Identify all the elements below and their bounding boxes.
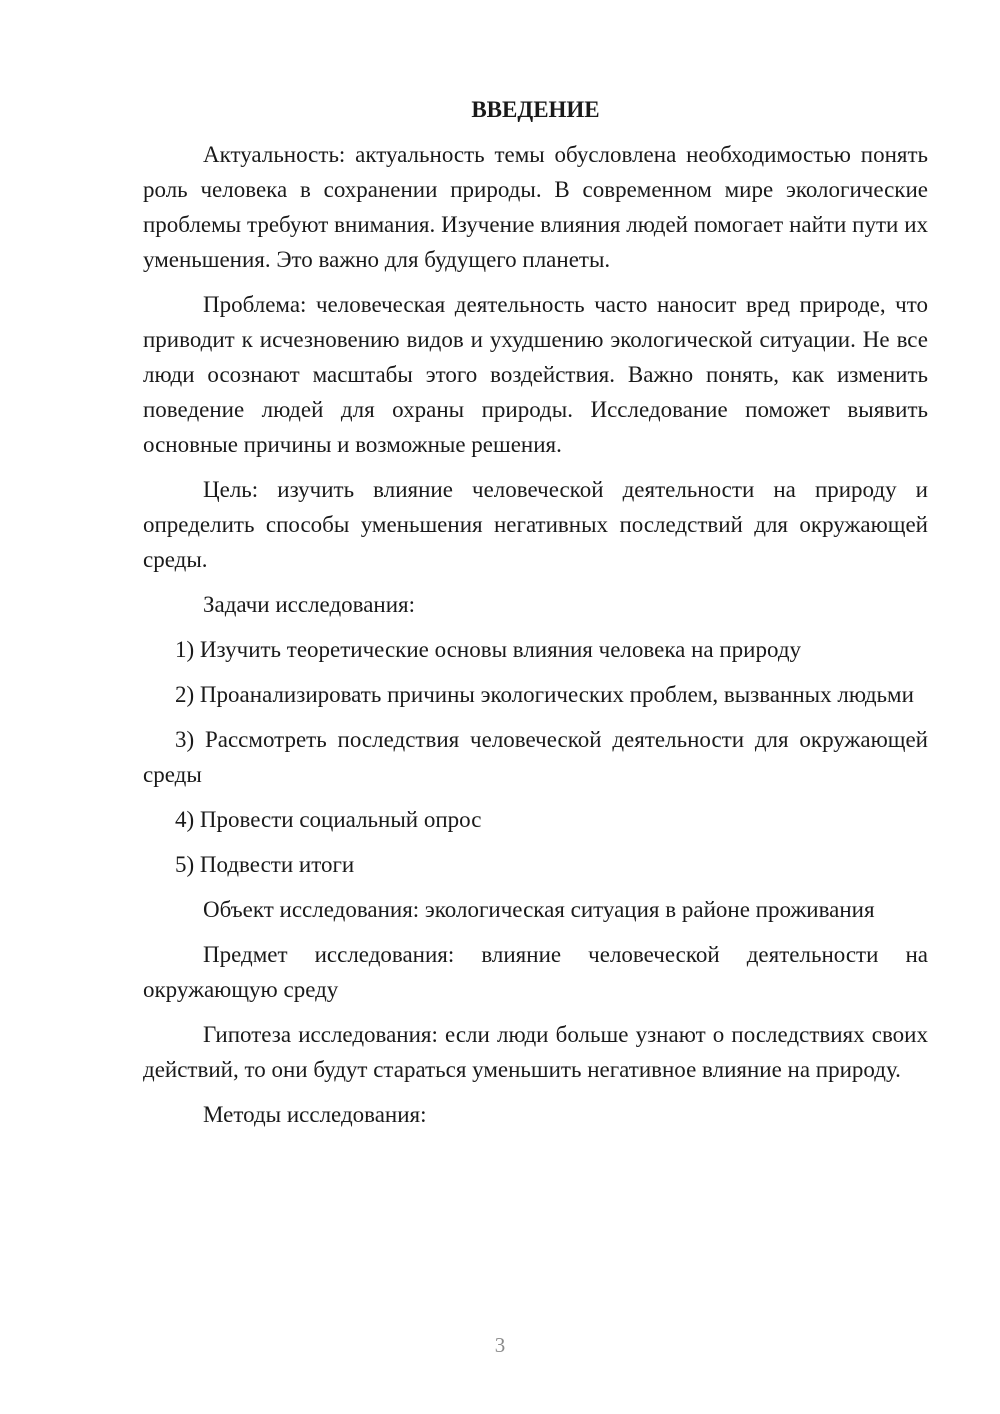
- page-number: 3: [494, 1333, 506, 1357]
- task-item-4: 4) Провести социальный опрос: [175, 807, 482, 832]
- goal-paragraph: Цель: изучить влияние человеческой деятельности на природу и определить способы уменьшения негативных последствий для окружающей среды.: [143, 477, 928, 572]
- hypothesis-paragraph: Гипотеза исследования: если люди больше узнают о последствиях своих действий, то они будут стараться уменьшить негативное влияние на природу.: [143, 1022, 928, 1082]
- relevance-paragraph: Актуальность: актуальность темы обусловлена необходимостью понять роль человека в сохранении природы. В современном мире экологические проблемы требуют внимания. Изучение влияния людей помогает найти пути их уменьшения. Это важно для будущего планеты.: [143, 142, 928, 272]
- page-title: ВВЕДЕНИЕ: [471, 97, 600, 122]
- task-item-3: 3) Рассмотреть последствия человеческой деятельности для окружающей среды: [143, 727, 928, 787]
- methods-heading: Методы исследования:: [203, 1102, 427, 1127]
- task-item-1: 1) Изучить теоретические основы влияния человека на природу: [175, 637, 802, 662]
- subject-paragraph: Предмет исследования: влияние человеческой деятельности на окружающую среду: [143, 942, 928, 1002]
- tasks-heading: Задачи исследования:: [203, 592, 416, 617]
- document-page: [143, 92, 928, 1142]
- task-item-5: 5) Подвести итоги: [175, 852, 355, 877]
- object-paragraph: Объект исследования: экологическая ситуация в районе проживания: [203, 897, 875, 922]
- problem-paragraph: Проблема: человеческая деятельность часто наносит вред природе, что приводит к исчезновению видов и ухудшению экологической ситуации. Не все люди осознают масштабы этого воздействия. Важно понять, как изменить поведение людей для охраны природы. Исследование поможет выявить основные причины и возможные решения.: [143, 292, 928, 457]
- task-item-2: 2) Проанализировать причины экологических проблем, вызванных людьми: [175, 682, 914, 707]
